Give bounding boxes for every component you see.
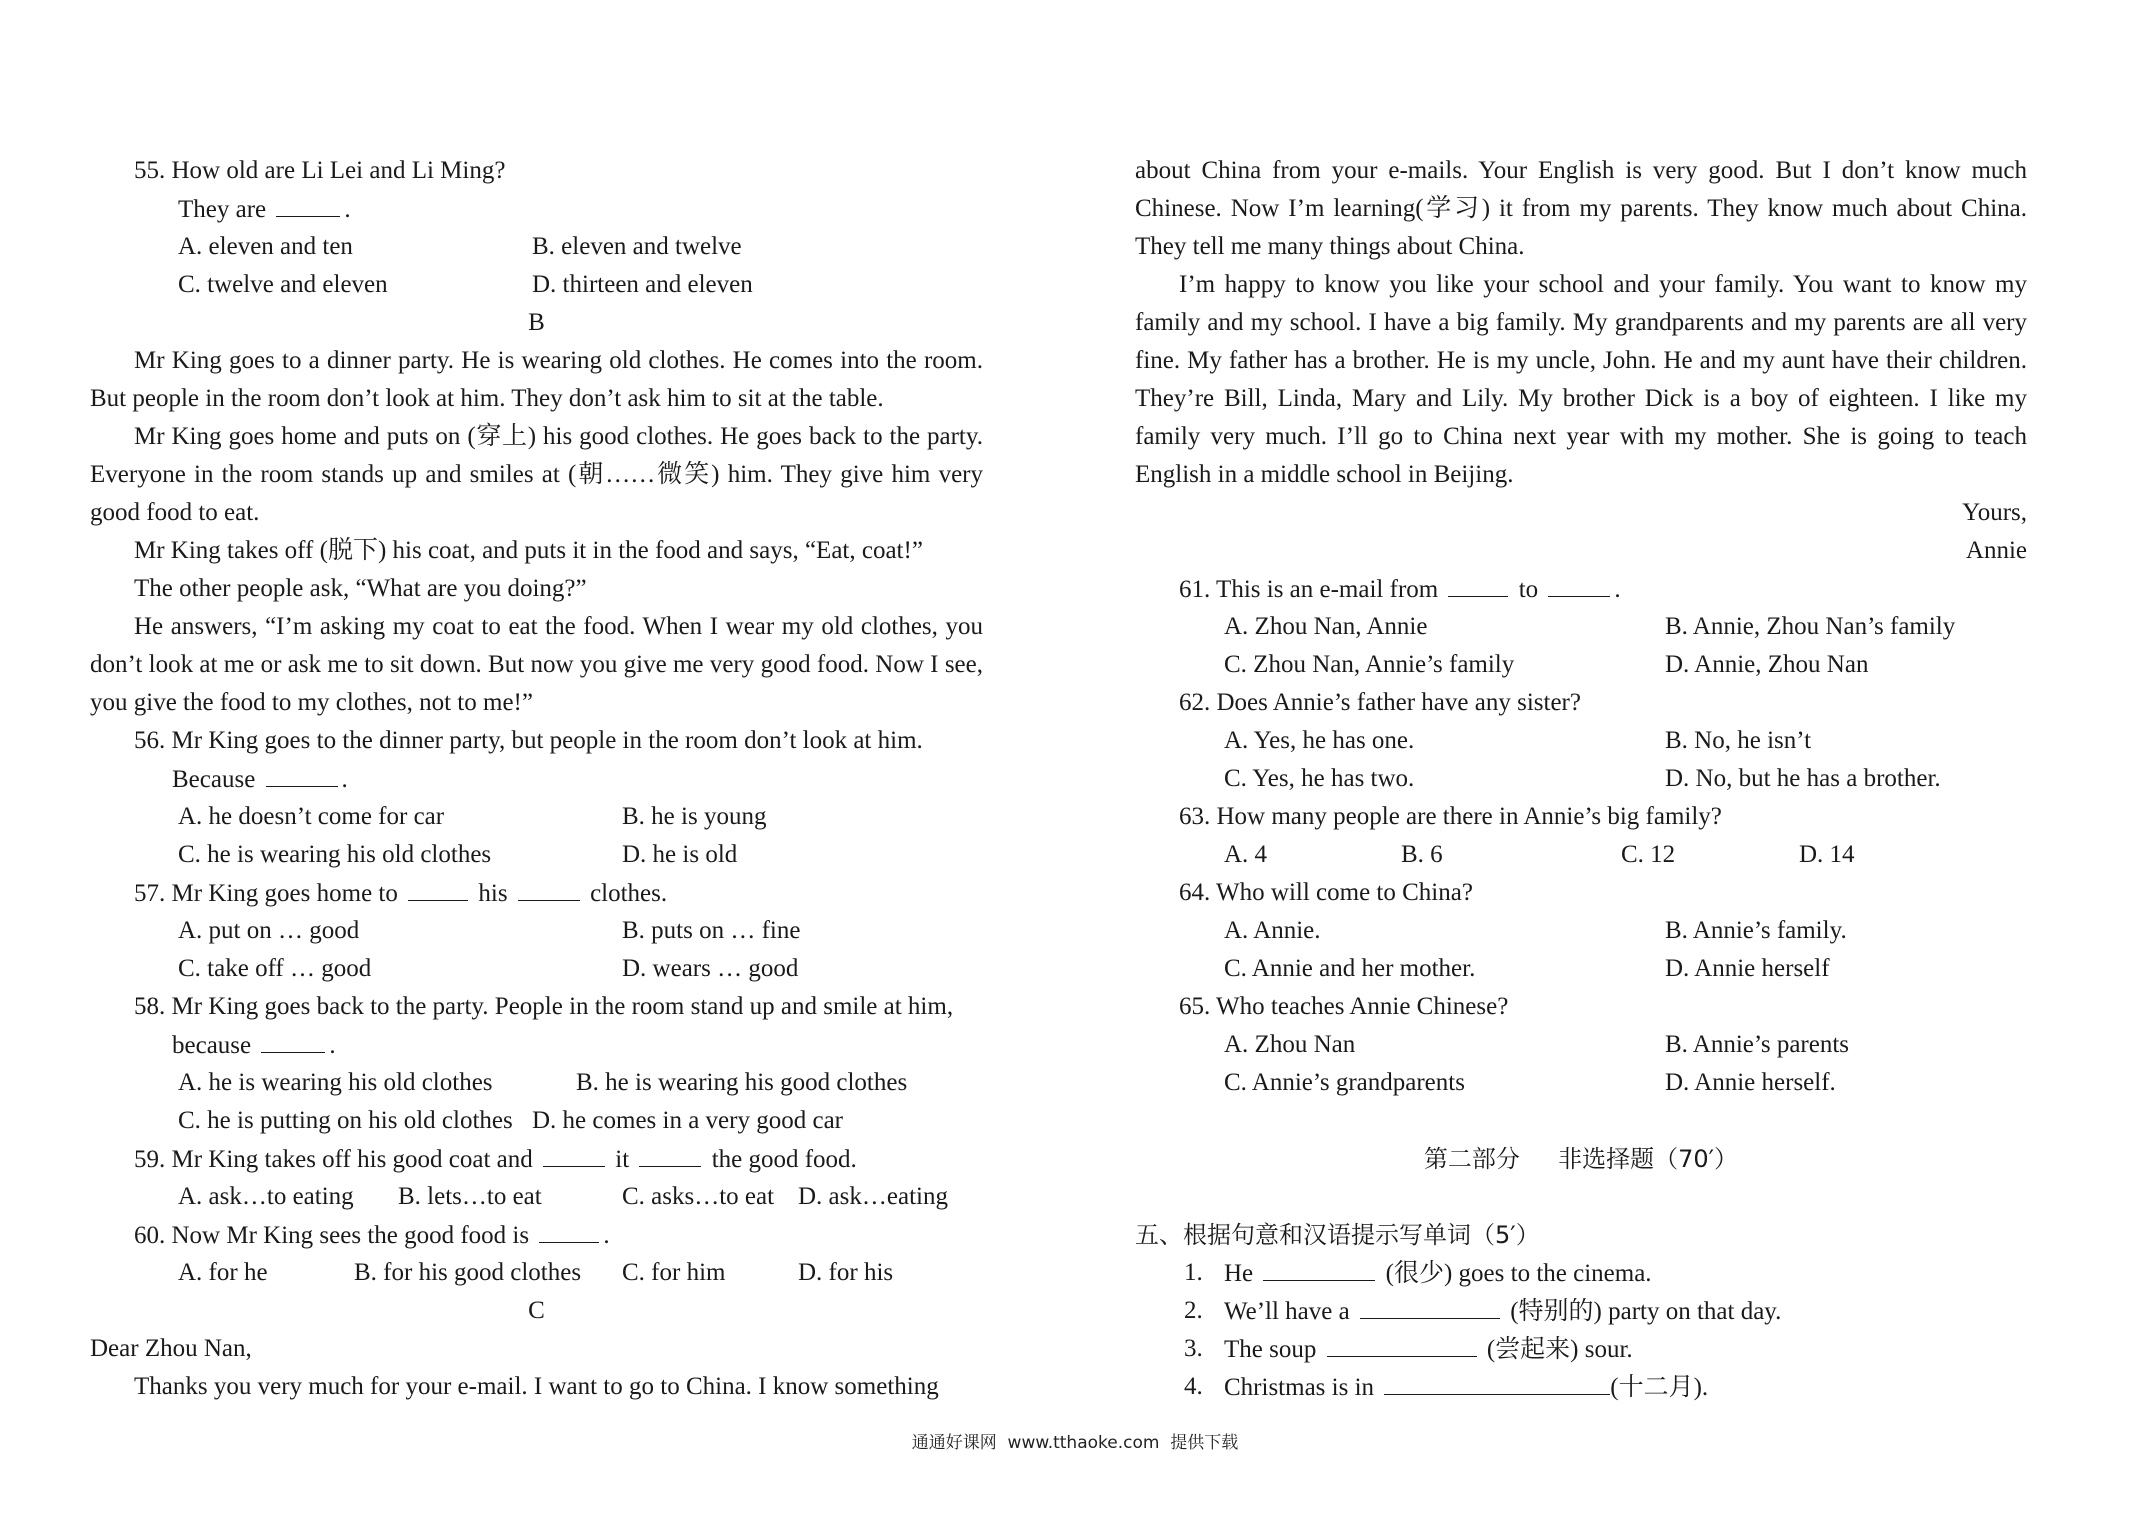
spacer [1135,1178,2027,1216]
fill-3-content [1224,1330,1633,1369]
q59-option-a: A. ask…to eating [178,1183,354,1210]
q57-options-row1 [90,912,983,950]
q61-options-row1 [1135,608,2027,646]
fill-2-hint: (特别的) party on that day. [1510,1298,1782,1325]
q58-options-row2 [90,1102,983,1140]
q64-option-a: A. Annie. [1224,917,1321,944]
q64-option-c: C. Annie and her mother. [1224,955,1476,982]
q61-option-a: A. Zhou Nan, Annie [1224,613,1428,640]
q58-option-d: D. he comes in a very good car [532,1107,843,1134]
fill-3-blank [1327,1330,1477,1357]
q64-stem: 64. Who will come to China? [1179,879,1473,906]
spacer [1135,1102,2027,1140]
q55-stem [90,152,983,190]
q65-options-row2 [1135,1064,2027,1102]
fill-1-blank [1263,1254,1375,1281]
fill-item-3 [1135,1330,2027,1368]
fill-4-hint: (十二月). [1610,1374,1709,1401]
q65-stem: 65. Who teaches Annie Chinese? [1179,993,1509,1020]
part-two-title: 第二部分 非选择题（70′） [1423,1145,1739,1173]
q55-options-row2 [90,266,983,304]
fill-2-number: 2. [1184,1297,1203,1324]
fill-item-2 [1135,1292,2027,1330]
q55-blank [276,190,340,217]
q57-stem [90,874,983,912]
q58-blank [261,1026,325,1053]
q59-options [90,1178,983,1216]
q62-options-row2 [1135,760,2027,798]
fill-4-content [1224,1368,1708,1407]
fill-3-text: The soup [1224,1336,1317,1363]
q61-option-b: B. Annie, Zhou Nan’s family [1665,613,1956,640]
q56-option-c: C. he is wearing his old clothes [178,841,492,868]
q55-option-d: D. thirteen and eleven [532,271,753,298]
q61-text-end: . [1614,576,1621,603]
q61-text-1: 61. This is an e-mail from [1179,576,1439,603]
q65-options-row1 [1135,1026,2027,1064]
q55-options-row1 [90,228,983,266]
q59-option-b: B. lets…to eat [398,1183,542,1210]
q59-text-2: it [615,1146,630,1173]
story-b-paragraph-3: Mr King takes off (脱下) his coat, and puts it in the food and says, “Eat, coat!” [134,537,923,564]
q55-text: How old are Li Lei and Li Ming? [171,157,506,184]
q60-option-c: C. for him [622,1259,726,1286]
fill-1-text: He [1224,1260,1254,1287]
q55-option-a: A. eleven and ten [178,233,353,260]
q56-blank-line [90,760,983,798]
q65-option-c: C. Annie’s grandparents [1224,1069,1465,1096]
q63-stem: 63. How many people are there in Annie’s big family? [1179,803,1722,830]
fill-item-4 [1135,1368,2027,1406]
q64-option-d: D. Annie herself [1665,955,1830,982]
q57-blank-2 [518,874,580,901]
fill-2-content [1224,1292,1781,1331]
right-column [1135,152,2027,1406]
story-b-paragraph-2: Mr King goes home and puts on (穿上) his good clothes. He goes back to the party. Everyone in the room stands up and smiles at (朝……微笑) him. They give him very good food to eat. [90,423,983,526]
q57-option-c: C. take off … good [178,955,372,982]
q64-options-row1 [1135,912,2027,950]
q59-blank-2 [639,1140,701,1167]
q65-option-d: D. Annie herself. [1665,1069,1836,1096]
left-column [90,152,983,1406]
q61-blank-1 [1448,570,1508,597]
q55-option-c: C. twelve and eleven [178,271,388,298]
q56-options-row1 [90,798,983,836]
q58-line2-end: . [329,1032,336,1059]
q60-option-b: B. for his good clothes [354,1259,582,1286]
q63-options [1135,836,2027,874]
q58-option-a: A. he is wearing his old clothes [178,1069,493,1096]
q63-option-c: C. 12 [1621,841,1676,868]
q58-option-c: C. he is putting on his old clothes [178,1107,513,1134]
q57-option-b: B. puts on … fine [622,917,801,944]
letter-signature: Annie [1965,537,2027,564]
q61-blank-2 [1548,570,1610,597]
q60-options [90,1254,983,1292]
q61-option-d: D. Annie, Zhou Nan [1665,651,1869,678]
q64-options-row2 [1135,950,2027,988]
q62-option-d: D. No, but he has a brother. [1665,765,1941,792]
q61-options-row2 [1135,646,2027,684]
fill-2-text: We’ll have a [1224,1298,1350,1325]
q60-text-end: . [603,1222,610,1249]
section-b-heading: B [528,309,545,336]
q56-line2-text: Because [172,766,256,793]
q61-stem [1135,570,2027,608]
letter-paragraph-1-continued: about China from your e-mails. Your English is very good. But I don’t know much Chinese. Now I’m learning(学习) it from my parents. They know much about China. They tell me many things about China. [1135,157,2027,260]
fill-1-content [1224,1254,1652,1293]
q55-option-b: B. eleven and twelve [532,233,742,260]
fill-item-1 [1135,1254,2027,1292]
q58-options-row1 [90,1064,983,1102]
fill-1-hint: (很少) goes to the cinema. [1385,1260,1652,1287]
q60-option-d: D. for his [798,1259,894,1286]
story-b-paragraph-5: He answers, “I’m asking my coat to eat the food. When I wear my old clothes, you don’t look at me or ask me to sit down. But now you give me very good food. Now I see, you give the food to my clothes, not to me!” [90,613,983,716]
story-b-paragraph-4: The other people ask, “What are you doing?” [134,575,587,602]
q63-option-d: D. 14 [1799,841,1855,868]
section-five-title: 五、根据句意和汉语提示写单词（5′） [1135,1221,1540,1249]
q57-option-d: D. wears … good [622,955,799,982]
q56-stem: 56. Mr King goes to the dinner party, but people in the room don’t look at him. [134,727,923,754]
fill-4-text: Christmas is in [1224,1374,1375,1401]
fill-3-hint: (尝起来) sour. [1486,1336,1633,1363]
fill-3-number: 3. [1184,1335,1203,1362]
q60-stem [90,1216,983,1254]
q58-line2-text: because [172,1032,252,1059]
q58-option-b: B. he is wearing his good clothes [576,1069,908,1096]
q62-option-a: A. Yes, he has one. [1224,727,1415,754]
q57-option-a: A. put on … good [178,917,360,944]
q65-option-b: B. Annie’s parents [1665,1031,1850,1058]
q57-options-row2 [90,950,983,988]
letter-paragraph-1-start: Thanks you very much for your e-mail. I want to go to China. I know something [134,1373,939,1400]
q55-line2-text: They are [178,196,267,223]
q56-line2-end: . [341,766,348,793]
q59-blank-1 [543,1140,605,1167]
letter-paragraph-2: I’m happy to know you like your school and your family. You want to know my family and my school. I have a big family. My grandparents and my parents are all very fine. My father has a brother. He is my uncle, John. He and my aunt have their children. They’re Bill, Linda, Mary and Lily. My brother Dick is a boy of eighteen. I like my family very much. I’ll go to China next year with my mother. She is going to teach English in a middle school in Beijing. [1135,271,2027,488]
q58-stem: 58. Mr King goes back to the party. People in the room stand up and smile at him, [134,993,954,1020]
q59-text-1: 59. Mr King takes off his good coat and [134,1146,533,1173]
fill-4-blank [1384,1368,1610,1395]
q59-text-3: the good food. [711,1146,857,1173]
q55-line2-end: . [344,196,351,223]
q65-option-a: A. Zhou Nan [1224,1031,1356,1058]
q57-text-2: his [478,880,508,907]
q56-option-b: B. he is young [622,803,767,830]
q62-option-c: C. Yes, he has two. [1224,765,1415,792]
fill-2-blank [1360,1292,1500,1319]
q61-option-c: C. Zhou Nan, Annie’s family [1224,651,1515,678]
q59-option-c: C. asks…to eat [622,1183,775,1210]
q60-option-a: A. for he [178,1259,268,1286]
section-c-heading: C [528,1297,545,1324]
q56-option-a: A. he doesn’t come for car [178,803,445,830]
q56-blank [266,760,338,787]
q62-option-b: B. No, he isn’t [1665,727,1812,754]
q64-option-b: B. Annie’s family. [1665,917,1847,944]
q59-stem [90,1140,983,1178]
story-b-paragraph-1: Mr King goes to a dinner party. He is wearing old clothes. He comes into the room. But people in the room don’t look at him. They don’t ask him to sit at the table. [90,347,983,412]
q56-options-row2 [90,836,983,874]
q61-text-2: to [1518,576,1539,603]
q60-text: 60. Now Mr King sees the good food is [134,1222,530,1249]
q63-option-b: B. 6 [1401,841,1443,868]
fill-1-number: 1. [1184,1259,1203,1286]
q58-blank-line [90,1026,983,1064]
q62-options-row1 [1135,722,2027,760]
q62-stem: 62. Does Annie’s father have any sister? [1179,689,1581,716]
letter-closing: Yours, [1962,499,2027,526]
letter-greeting: Dear Zhou Nan, [90,1335,252,1362]
q59-option-d: D. ask…eating [798,1183,948,1210]
footer-watermark: 通通好课网 www.tthaoke.com 提供下载 [911,1433,1239,1453]
q57-text-3: clothes. [590,880,668,907]
q57-text-1: 57. Mr King goes home to [134,880,398,907]
q60-blank [539,1216,599,1243]
q63-option-a: A. 4 [1224,841,1268,868]
q55-number: 55. [134,157,166,184]
q56-option-d: D. he is old [622,841,738,868]
q57-blank-1 [408,874,468,901]
fill-4-number: 4. [1184,1373,1203,1400]
q55-blank-line [90,190,983,228]
